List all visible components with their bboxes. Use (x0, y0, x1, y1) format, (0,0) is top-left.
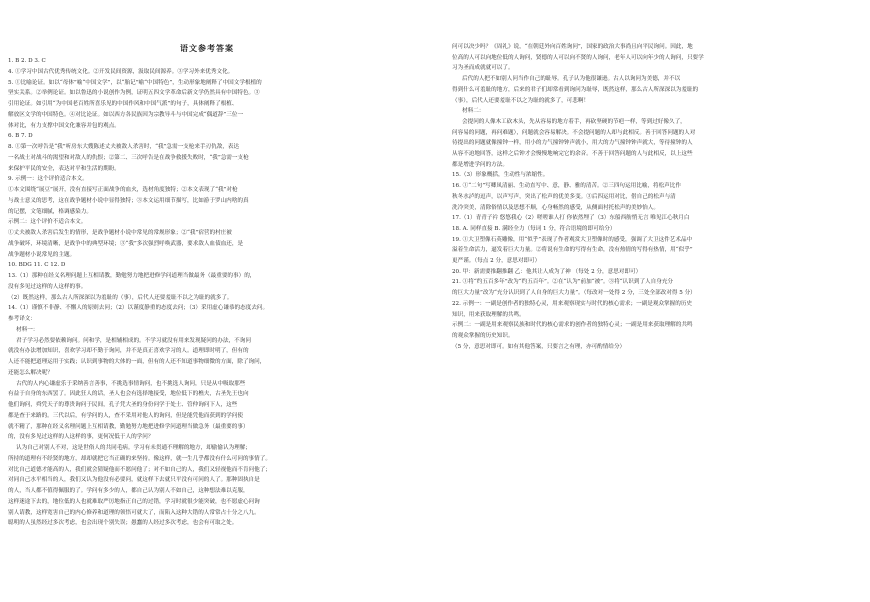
text-line: 他们询问，舜凭天子的尊贵询问于民间，孔子凭大圣的身份问学于处士、管仲询问下人，这些 (8, 402, 238, 408)
text-line: 的观众掌握的历史知识。 (452, 332, 514, 339)
text-line: 6. B 7. D (8, 133, 33, 140)
text-line: 待提出的问题就像撞钟一样，用小的力气撞钟钟声就小，用大的力气撞钟钟声就大，等待撞钟的人 (452, 140, 693, 147)
text-line: 得到什么可羞耻的地方，后来的君子们却常看到询问为耻辱，既然这样，那么古人所深深以为羞耻的 (452, 86, 699, 93)
text-line: 对同自己水平相当的人，我们又认为他没有必要问，就这样下去就只平没有可问的人了。那种固执自是 (8, 477, 260, 484)
text-line: 人还不能把道理运用于实践；认识到事物的大体的一面，但有的人还不知道事物细微的方面，除了询问， (8, 359, 266, 365)
text-line: 对比自己道德才能高的人，我们就会猜疑他而不愿问他了；对不如自己的人，我们又轻视他而不肯问他了； (8, 466, 271, 473)
text-line: 19. ①大卫塑像石英雕像，用“似乎”表现了作者观赏大卫塑像时的感受，强调了大卫这件艺术品中 (452, 236, 693, 243)
text-line: 示例二：一副是用来观察民族和时代的核心需求的创作者的独特心灵；一副是用来获取理解的共鸣 (452, 322, 693, 329)
text-line: 9. 示例一：这个评价适合本文。 (8, 176, 88, 183)
text-line: 材料二： (462, 108, 485, 115)
text-line: （事），后代人还要羞耻不以之为耻的就多了，可悲啊！ (452, 97, 590, 104)
text-line: 10. BDG 11. C 12. D (8, 262, 66, 269)
text-line: 都是查于来路的。三代以后，有学问的人，查不采用对他人的询问，但是能凭他而获到的学问使 (8, 412, 243, 419)
text-line: 材料一： (16, 326, 39, 333)
text-line: 认为自己对别人不对，这是世俗人的共同毛病。学习有未贯通不理解的地方，却偷偷认为理解； (16, 445, 251, 451)
text-line: 战争破坏，环境清晰，是战争中的典型环境；③“我”多次强烈呼唤武器，要求敌人血债血还，是 (8, 240, 244, 247)
text-line: 习为圣而成就就可以了。 (452, 65, 514, 72)
text-line: 1. B 2. D 3. C (8, 58, 46, 64)
text-line: 会提问的人像木工砍木头，先从容易的地方着手，再砍坚硬的节疤一样，等到过好像久了， (462, 118, 686, 125)
text-line: 4. ①学习中国古代优秀传统文化。②开发民间资源，汲取民间源养。③学习外来优秀文化。 (8, 68, 234, 75)
text-line: 就没有办法增加知识，喜欢学习却不勤于询问，并不是真正喜欢学习的人。道理即时明了，但有的 (8, 348, 249, 355)
text-line: ①丈夫被敌人杀害后发生的情形，是战争题材小说中常见的常规形象；②“我”宿营的村庄被 (8, 230, 232, 236)
text-line: 14.（1）谨慎不非静、不懈人的原则去问；（2）以谨度静重的态度去问；（3）采用虚心谦恭的态度去问。 (8, 305, 269, 312)
text-line: 18. A. 同样直接 B. 满经全力（每词 1 分，符合语境的即可给分） (452, 225, 616, 232)
text-line: 还能怎么解决呢？ (8, 369, 53, 376)
text-line: 13.（1）那种在经义名理问题上互相请教，勤勉努力地把进修学问道理当做最务（最重要的事）的， (8, 273, 256, 279)
text-line: 就不精了，那种在经义名理问题上互相请教，勤勉努力地把进修学问道理当做急务（最重要的事） (8, 423, 249, 430)
text-line: 15.（3）形象概括，生动性与浓缩性。 (452, 172, 549, 179)
text-line: 坚实关系。②举例论证。如以鲁迅的小说创作为例，证明五四文学革命后新文学仍然具有中国特色。③ (8, 90, 260, 97)
text-line: 后代的人把不如别人问当作自己的耻辱。孔子认为他很谦逊。古人以询问为美德，并不以 (462, 76, 681, 83)
text-line: 引用论证。如引用“为中国老百姓所喜乐见的中国作风和中国气派”的句子，具体阐释了根植、 (8, 101, 238, 107)
text-line: 的巨大力量”改为“充分认识到了人自身的巨大力量”。（每改对一处得 2 分，三处全部改对得 5 分） (452, 290, 696, 297)
text-line: 聪明的人虽然经过多次考虑，也会出现个别失误；愚蠢的人经过多次考虑，也会有可取之处。 (8, 520, 238, 527)
text-line: 与战士意义的思考，这在战争题材小说中显得独特；③本文运用细节描写，比如游于罗山内啥的真 (8, 197, 249, 204)
text-line: 的，没有多见过这样的人这样的事，更何况低于人的学问？ (8, 434, 154, 441)
text-line: 更严谨。（每点 2 分，意思对即可） (452, 258, 541, 264)
text-line: 的记摆，文笔细腻，格调感染力。 (8, 208, 92, 215)
text-line: 体对比，有力支撑中国文化兼容并包的观点。 (8, 122, 120, 129)
text-line: 洗冷突美，清除俗情以及思想不顺，心身畅然的感受，从侧面衬托松声的美妙怡人。 (452, 204, 659, 211)
text-line: ①本文围绕“展豆”展开，没有直接写正面战争的血火，选材角度独特；②本文表现了“我”对枪 (8, 187, 238, 193)
text-line: 秋冬水泸的逗声，以声写声，突出了松声的优美多变。③后四运用对比，借自己的松声与清 (452, 193, 676, 200)
text-line: 参考译文： (8, 316, 36, 322)
text-line: 解放区文学的中国特色。④对比论证。如以西方各民族因为宗教导斗与中国完成“偶道辞”三位一 (8, 111, 244, 118)
text-line: （5 分，意思对即可。如有其他答案，只要言之有理，亦可酌情给分） (452, 343, 626, 350)
text-line: 21. ①将“约五百多年”改为“约五百年”。②在“认为”前加“被”。③将“认识到了人自身充分 (452, 279, 674, 286)
text-line: 8. ①第一次呼告是“我”听房东大嫂陈述丈夫被敌人杀害时，“我”急需一支枪来手刃仇敌，表达 (8, 144, 240, 150)
text-line: 的人，当人都不值得佩服的了。学问有多少的人，都自己认为别人不如自己，这种想法难以克服， (8, 488, 249, 494)
text-line: 来保护平民的安全，表达对平和生活的期盼。 (8, 165, 120, 172)
text-line: 问可以决少吗？《周礼》说，“在朝廷外向百姓询问”，国家的政治大事尚且向平民询问。因此，地 (452, 44, 693, 50)
text-line: 君子学习必然要依赖询问。问和学，是相辅相成的。不学习就没有用来发现疑问的办法，不询问 (16, 337, 251, 344)
text-line: 别人请教，这样宽害自己的内心修养和道理的领悟可就大了，而陷入这种大错的人常常占十分之八九。 (8, 509, 260, 516)
text-line: 20. 甲：新需要推翻推翻 乙：他其让人成为了神 （每处 2 分，意思对即可） (452, 268, 642, 275)
text-line: 溢着生命活力，逼发着巨大力量。②将说有生命的写得有生命，没有热情的写得有热情，用“似乎” (452, 247, 693, 254)
text-line: 5. ①比喻论证。如以“母体”喻“中国文学”，以“胎记”喻“中国特色”，生动形象地阐释了中国文学根植的 (8, 79, 262, 86)
text-line: 都是增进学问的方法。 (452, 161, 508, 168)
text-line: 16. ①“二句”写卿凤清丽、生动直写中、意，静、雅的清苦。②三四句运用比喻，将松声比作 (452, 183, 681, 190)
text-line: 这样迷途下去的，地位低的人也就难取严厉地指正自己的过错，学习时就很少能突破，也不愿虚心问询 (8, 498, 260, 505)
text-line: 战争题材小说常见的主题。 (8, 251, 76, 258)
text-line: 示例二：这个评价不适合本文。 (8, 219, 87, 226)
text-line: 有益于自身的东西罢了。因此狂人的话，圣人也会有选择地接受，地位低下的樵夫，古圣先王也向 (8, 391, 249, 398)
text-line: 所持的道理有不经贤的地方，却却就把它当正确的来坚持。像这样，就一生几乎都没有什么可问的事情了。 (8, 455, 271, 462)
text-line: 17.（1）青青子衿 悠悠我心（2）嗟嗟谁人打 你依然埋了（3）东船西舫悄无言 唯见江心秋月白 (452, 215, 690, 222)
text-line: 22. 示例一：一副是创作者的独特心灵，用来观察现实与时代的核心需求；一副是观众掌握的历史 (452, 300, 693, 307)
text-line: 从容不迫地回答，这样之后钟才会慢慢地响完它的余音。不善于回答问题的人与此相反，以上这些 (452, 151, 693, 157)
text-line: 问容易的问题，再问难题），问题就会容易解决。不会提问题的人却与此相反。善于回答问题的人对 (452, 129, 696, 136)
text-line: 位高的人可以向地位低的人询问，贤德的人可以向不贤的人询问，老年人可以向年少的人询问，只要学 (452, 54, 704, 61)
text-line: 一名战士对战斗的渴望和对敌人的仇恨；②第二、三次呼告是在战争救援失败时，“我”急需一支枪 (8, 154, 249, 161)
text-line: 古代的人内心谦虚乐于采纳善言善事，不挑选事情询问，也不挑选人询问，只是从中吸取那些 (16, 380, 246, 387)
text-line: （2）既然这样，那么古人所深深以为羞耻的（事），后代人还要羞耻不以之为耻的就多了。 (8, 294, 233, 301)
text-line: 没有多见过这样的人这样的事。 (8, 283, 87, 290)
document-title: 语文参考答案 (180, 43, 234, 53)
text-line: 知识，用来获取理解的共鸣。 (452, 311, 525, 318)
